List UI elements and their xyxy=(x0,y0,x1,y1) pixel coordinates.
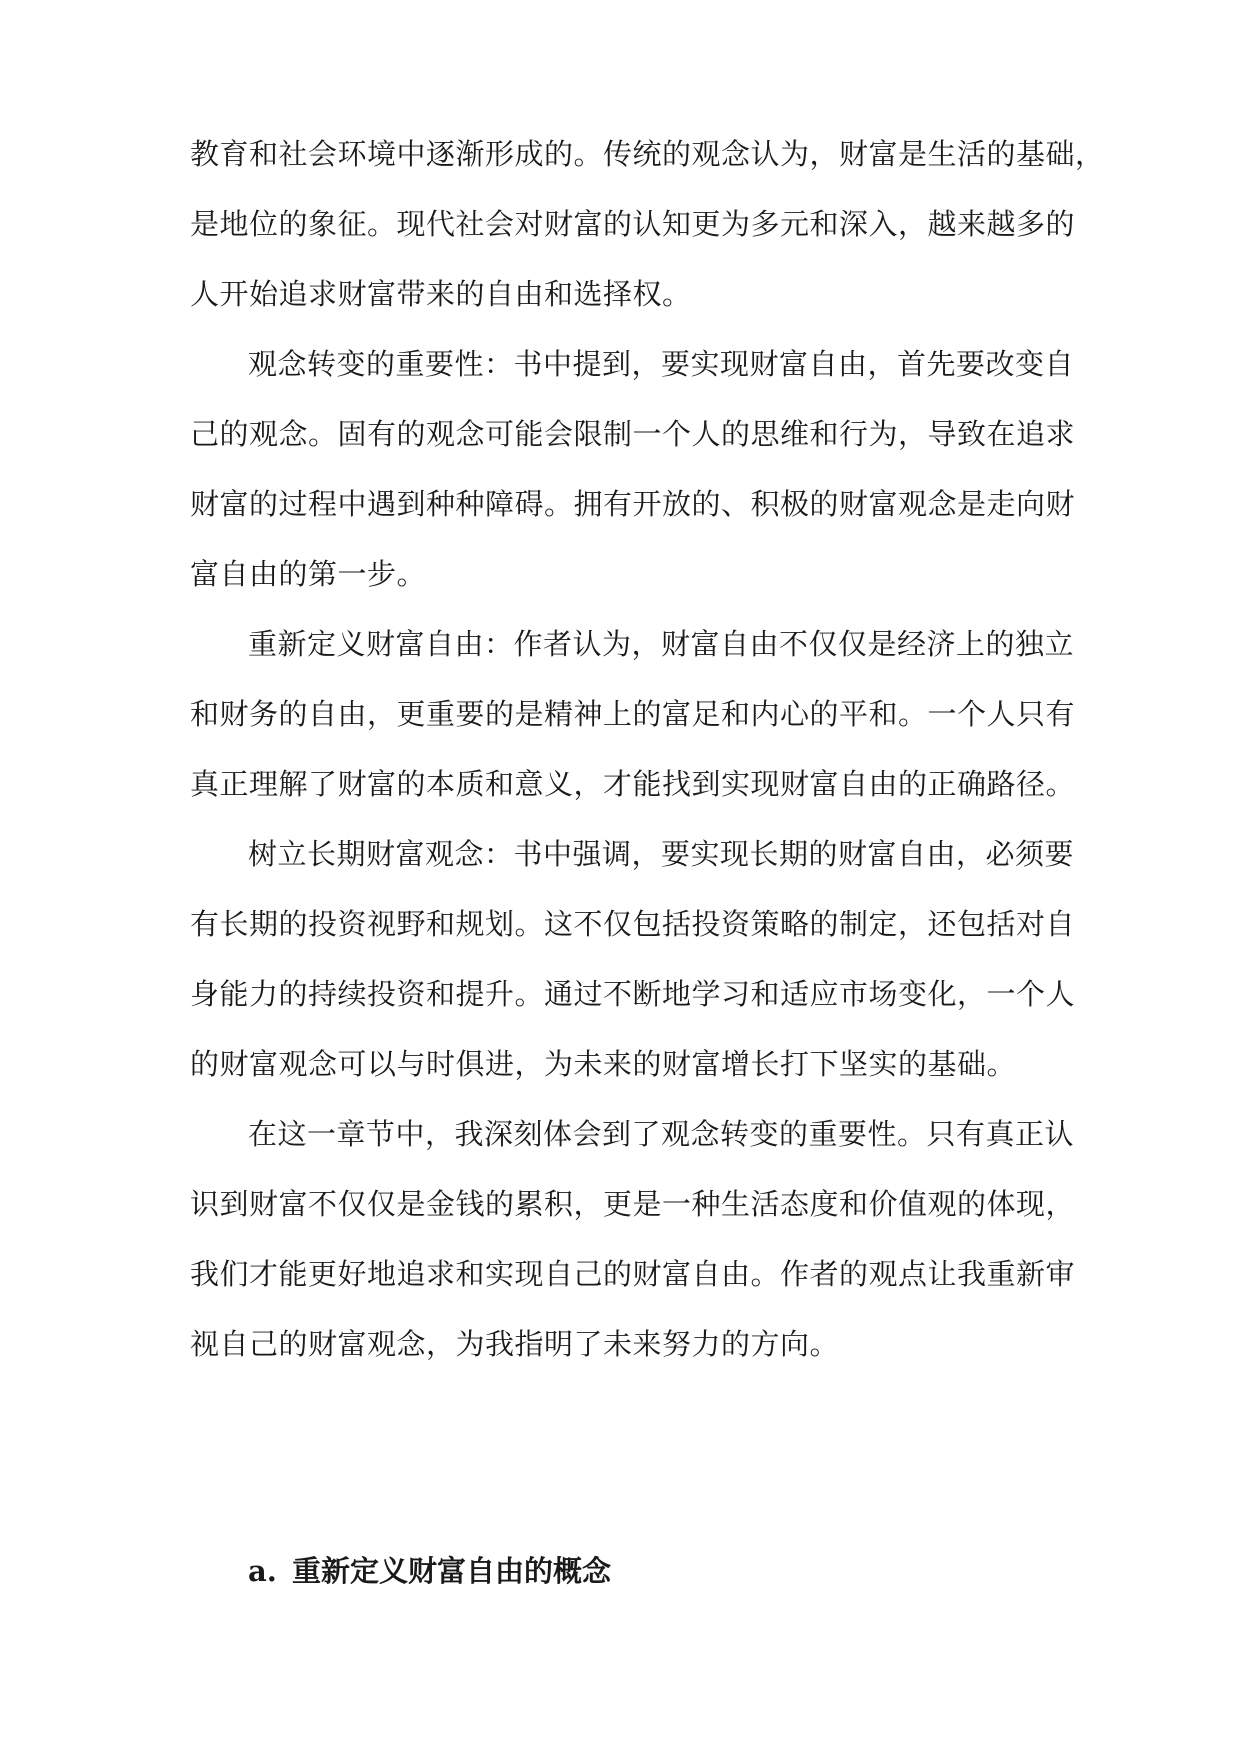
text-line: 的财富观念可以与时俱进，为未来的财富增长打下坚实的基础。 xyxy=(190,1047,1017,1081)
section-heading-text: 重新定义财富自由的概念 xyxy=(292,1554,612,1588)
text-line: 重新定义财富自由：作者认为，财富自由不仅仅是经济上的独立 xyxy=(248,627,1075,661)
section-heading xyxy=(248,1551,611,1591)
text-line: 是地位的象征。现代社会对财富的认知更为多元和深入，越来越多的 xyxy=(190,207,1076,241)
text-line: 教育和社会环境中逐渐形成的。传统的观念认为，财富是生活的基础， xyxy=(190,137,1105,171)
text-line: 观念转变的重要性：书中提到，要实现财富自由，首先要改变自 xyxy=(248,347,1075,381)
text-line: 我们才能更好地追求和实现自己的财富自由。作者的观点让我重新审 xyxy=(190,1257,1076,1291)
text-line: 有长期的投资视野和规划。这不仅包括投资策略的制定，还包括对自 xyxy=(190,907,1076,941)
text-line: 财富的过程中遇到种种障碍。拥有开放的、积极的财富观念是走向财 xyxy=(190,487,1076,521)
text-line: 真正理解了财富的本质和意义，才能找到实现财富自由的正确路径。 xyxy=(190,767,1076,801)
text-line: 富自由的第一步。 xyxy=(190,557,427,591)
section-heading-marker: a. xyxy=(248,1554,277,1588)
text-line: 身能力的持续投资和提升。通过不断地学习和适应市场变化，一个人 xyxy=(190,977,1076,1011)
text-line: 树立长期财富观念：书中强调，要实现长期的财富自由，必须要 xyxy=(248,837,1075,871)
text-line: 人开始追求财富带来的自由和选择权。 xyxy=(190,277,692,311)
text-line: 识到财富不仅仅是金钱的累积，更是一种生活态度和价值观的体现， xyxy=(190,1187,1076,1221)
text-line: 己的观念。固有的观念可能会限制一个人的思维和行为，导致在追求 xyxy=(190,417,1076,451)
text-line: 视自己的财富观念，为我指明了未来努力的方向。 xyxy=(190,1327,840,1361)
text-line: 在这一章节中，我深刻体会到了观念转变的重要性。只有真正认 xyxy=(248,1117,1075,1151)
text-line: 和财务的自由，更重要的是精神上的富足和内心的平和。一个人只有 xyxy=(190,697,1076,731)
